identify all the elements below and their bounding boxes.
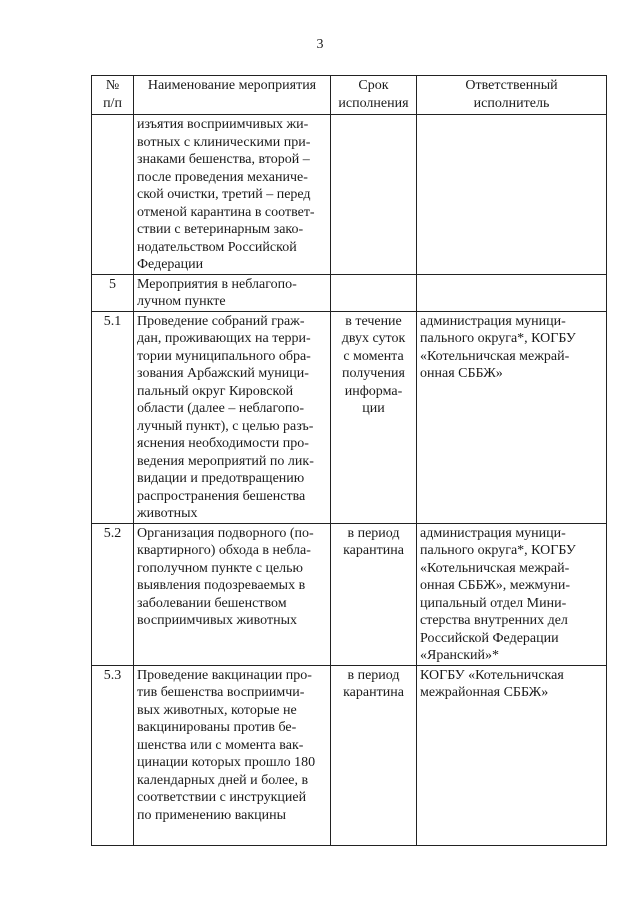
row-term: в период карантина: [331, 523, 417, 665]
measures-table: [91, 75, 607, 846]
row-term: в течение двух суток с момента получения информа- ции: [331, 311, 417, 523]
table-header-row: [92, 76, 607, 115]
row-term: [331, 115, 417, 275]
row-name: Проведение собраний граж- дан, проживающих на терри- тории муниципального обра- зования Арбажский муници- пальный округ Кировской области (далее – неблагопо- лучный пункт), с целью разъ- яснения необходимости про- ведения мероприятий по лик- видации и предотвращению распространения бешенства животных: [134, 311, 331, 523]
table-row: [92, 665, 607, 845]
row-num: [92, 115, 134, 275]
table-row: [92, 523, 607, 665]
header-num: № п/п: [92, 76, 134, 115]
row-num: 5: [92, 274, 134, 311]
header-responsible: Ответственный исполнитель: [417, 76, 607, 115]
row-num: 5.1: [92, 311, 134, 523]
row-responsible: администрация муници- пального округа*, КОГБУ «Котельничская межрай- онная СББЖ»: [417, 311, 607, 523]
header-name: Наименование мероприятия: [134, 76, 331, 115]
row-responsible: [417, 115, 607, 275]
row-term: в период карантина: [331, 665, 417, 845]
table-row: [92, 311, 607, 523]
row-responsible: [417, 274, 607, 311]
row-name: Организация подворного (по- квартирного) обхода в неблa- гополучном пункте с целью выявления подозреваемых в заболевании бешенством восприимчивых животных: [134, 523, 331, 665]
row-name: изъятия восприимчивых жи- вотных с клиническими при- знаками бешенства, второй – после проведения механиче- ской очистки, третий – перед отменой карантина в соответ- ствии с ветеринарным зако- нодательством Российской Федерации: [134, 115, 331, 275]
header-term: Срок исполнения: [331, 76, 417, 115]
table-row: [92, 115, 607, 275]
row-num: 5.3: [92, 665, 134, 845]
row-term: [331, 274, 417, 311]
row-responsible: КОГБУ «Котельничская межрайонная СББЖ»: [417, 665, 607, 845]
row-num: 5.2: [92, 523, 134, 665]
row-responsible: администрация муници- пального округа*, КОГБУ «Котельничская межрай- онная СББЖ», межмуни- ципальный отдел Мини- стерства внутренних дел Российской Федерации «Яранский»*: [417, 523, 607, 665]
row-name: Проведение вакцинации про- тив бешенства восприимчи- вых животных, которые не вакцинированы против бе- шенства или с момента вак- цинации которых прошло 180 календарных дней и более, в соответствии с инструкцией по применению вакцины: [134, 665, 331, 845]
page-number: 3: [316, 37, 324, 52]
table-row: [92, 274, 607, 311]
row-name: Мероприятия в неблагопо- лучном пункте: [134, 274, 331, 311]
